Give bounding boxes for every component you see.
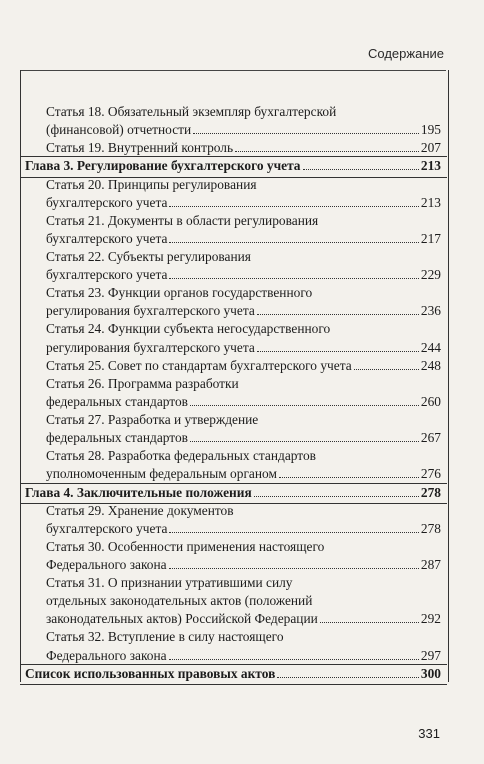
toc-article-entry[interactable]	[20, 357, 447, 375]
chapter-rule	[20, 156, 447, 157]
toc-article-entry[interactable]	[20, 502, 447, 538]
toc-article-entry[interactable]	[20, 139, 447, 157]
toc-entry-text: Список использованных правовых актов	[25, 665, 276, 681]
toc-entry-text: Статья 24. Функции субъекта негосударственного	[46, 321, 331, 337]
toc-article-entry[interactable]	[20, 212, 447, 248]
toc-entry-text: законодательных актов) Российской Федерации	[46, 611, 318, 627]
dot-leader	[254, 484, 419, 497]
dot-leader	[257, 302, 419, 315]
toc-entry-line	[25, 157, 441, 175]
toc-article-entry[interactable]	[20, 320, 447, 356]
chapter-rule	[20, 503, 447, 504]
toc-entry-line	[46, 176, 441, 194]
toc-article-entry[interactable]	[20, 628, 447, 664]
toc-page-number: 276	[420, 466, 441, 482]
toc-entry-line	[46, 139, 441, 157]
toc-entry-line	[46, 610, 441, 628]
toc-article-entry[interactable]	[20, 538, 447, 574]
chapter-rule	[20, 483, 447, 484]
toc-page-number: 207	[420, 140, 441, 156]
dot-leader	[169, 230, 418, 243]
dot-leader	[169, 266, 418, 279]
toc-entry-line	[46, 266, 441, 284]
toc-entry-text: регулирования бухгалтерского учета	[46, 303, 255, 319]
toc-entry-line	[46, 212, 441, 230]
toc-article-entry[interactable]	[20, 574, 447, 628]
toc-entry-line	[25, 665, 441, 683]
page-number: 331	[418, 726, 440, 741]
chapter-rule	[20, 684, 447, 685]
toc-page-number: 248	[420, 357, 441, 373]
chapter-rule	[20, 664, 447, 665]
toc-entry-text: Глава 3. Регулирование бухгалтерского учета	[25, 158, 301, 174]
toc-entry-text: Статья 25. Совет по стандартам бухгалтерского учета	[46, 357, 352, 373]
toc-entry-line	[46, 320, 441, 338]
toc-article-entry[interactable]	[20, 176, 447, 212]
toc-entry-text: уполномоченным федеральным органом	[46, 466, 277, 482]
toc-article-entry[interactable]	[20, 103, 447, 139]
dot-leader	[257, 339, 419, 352]
toc-entry-text: федеральных стандартов	[46, 430, 188, 446]
table-of-contents	[20, 103, 447, 683]
toc-entry-text: Статья 19. Внутренний контроль	[46, 140, 234, 156]
toc-entry-text: Статья 27. Разработка и утверждение	[46, 412, 259, 428]
toc-page-number: 260	[420, 393, 441, 409]
toc-chapter-entry[interactable]	[20, 665, 447, 683]
toc-article-entry[interactable]	[20, 447, 447, 483]
running-head-title: Содержание	[368, 46, 444, 61]
toc-entry-text: Федерального закона	[46, 557, 167, 573]
toc-entry-text: Статья 20. Принципы регулирования	[46, 176, 257, 192]
toc-chapter-entry[interactable]	[20, 484, 447, 502]
toc-page-number: 278	[420, 484, 441, 500]
toc-entry-line	[46, 556, 441, 574]
dot-leader	[169, 556, 419, 569]
toc-entry-line	[46, 447, 441, 465]
toc-page-number: 297	[420, 647, 441, 663]
toc-entry-line	[46, 230, 441, 248]
toc-page-number: 229	[420, 267, 441, 283]
toc-entry-text: Статья 32. Вступление в силу настоящего	[46, 629, 284, 645]
dot-leader	[193, 121, 419, 134]
toc-entry-text: Статья 22. Субъекты регулирования	[46, 248, 251, 264]
toc-entry-line	[46, 574, 441, 592]
toc-entry-text: бухгалтерского учета	[46, 520, 168, 536]
dot-leader	[190, 429, 419, 442]
toc-entry-line	[46, 302, 441, 320]
toc-entry-line	[46, 628, 441, 646]
toc-entry-line	[46, 429, 441, 447]
toc-entry-text: бухгалтерского учета	[46, 230, 168, 246]
toc-entry-line	[46, 647, 441, 665]
toc-page-number: 292	[420, 611, 441, 627]
toc-page-number: 267	[420, 430, 441, 446]
toc-entry-line	[46, 194, 441, 212]
toc-page-number: 213	[420, 194, 441, 210]
toc-page-number: 287	[420, 557, 441, 573]
toc-entry-text: (финансовой) отчетности	[46, 122, 192, 138]
toc-page-number: 278	[420, 520, 441, 536]
toc-entry-line	[46, 339, 441, 357]
toc-article-entry[interactable]	[20, 248, 447, 284]
dot-leader	[303, 157, 419, 170]
toc-page-number: 217	[420, 230, 441, 246]
toc-entry-line	[46, 357, 441, 375]
toc-entry-line	[46, 121, 441, 139]
toc-page-number: 195	[420, 122, 441, 138]
dot-leader	[354, 357, 419, 370]
dot-leader	[169, 520, 418, 533]
toc-article-entry[interactable]	[20, 411, 447, 447]
chapter-rule	[20, 177, 447, 178]
dot-leader	[190, 393, 419, 406]
dot-leader	[235, 139, 419, 152]
toc-entry-line	[46, 284, 441, 302]
dot-leader	[277, 665, 419, 678]
toc-entry-line	[46, 411, 441, 429]
toc-entry-text: Федерального закона	[46, 647, 167, 663]
toc-entry-line	[46, 465, 441, 483]
toc-entry-text: Статья 30. Особенности применения настоящего	[46, 538, 325, 554]
toc-entry-text: Глава 4. Заключительные положения	[25, 484, 252, 500]
toc-entry-text: регулирования бухгалтерского учета	[46, 339, 255, 355]
toc-entry-text: Статья 18. Обязательный экземпляр бухгалтерской	[46, 104, 337, 119]
toc-entry-line	[46, 502, 441, 520]
toc-entry-text: бухгалтерского учета	[46, 267, 168, 283]
toc-entry-text: Статья 23. Функции органов государственного	[46, 285, 313, 301]
toc-entry-line	[46, 393, 441, 411]
toc-entry-text: Статья 21. Документы в области регулирования	[46, 212, 319, 228]
dot-leader	[169, 647, 419, 660]
toc-entry-line	[46, 103, 441, 121]
toc-entry-line	[25, 484, 441, 502]
toc-page-number: 300	[420, 665, 441, 681]
toc-chapter-entry[interactable]	[20, 157, 447, 175]
toc-entry-text: Статья 31. О признании утратившими силу	[46, 575, 293, 591]
toc-entry-text: Статья 28. Разработка федеральных стандартов	[46, 448, 317, 464]
toc-entry-line	[46, 538, 441, 556]
toc-article-entry[interactable]	[20, 284, 447, 320]
toc-entry-text: отдельных законодательных актов (положений	[46, 593, 313, 609]
dot-leader	[169, 194, 418, 207]
toc-article-entry[interactable]	[20, 375, 447, 411]
toc-entry-line	[46, 592, 441, 610]
toc-page-number: 236	[420, 303, 441, 319]
toc-page-number: 244	[420, 339, 441, 355]
toc-entry-text: федеральных стандартов	[46, 393, 188, 409]
toc-entry-text: Статья 26. Программа разработки	[46, 375, 239, 391]
toc-entry-text: бухгалтерского учета	[46, 194, 168, 210]
dot-leader	[279, 465, 419, 478]
toc-entry-line	[46, 520, 441, 538]
toc-entry-text: Статья 29. Хранение документов	[46, 502, 234, 518]
toc-page-number: 213	[420, 158, 441, 174]
toc-entry-line	[46, 375, 441, 393]
dot-leader	[320, 610, 419, 623]
toc-entry-line	[46, 248, 441, 266]
